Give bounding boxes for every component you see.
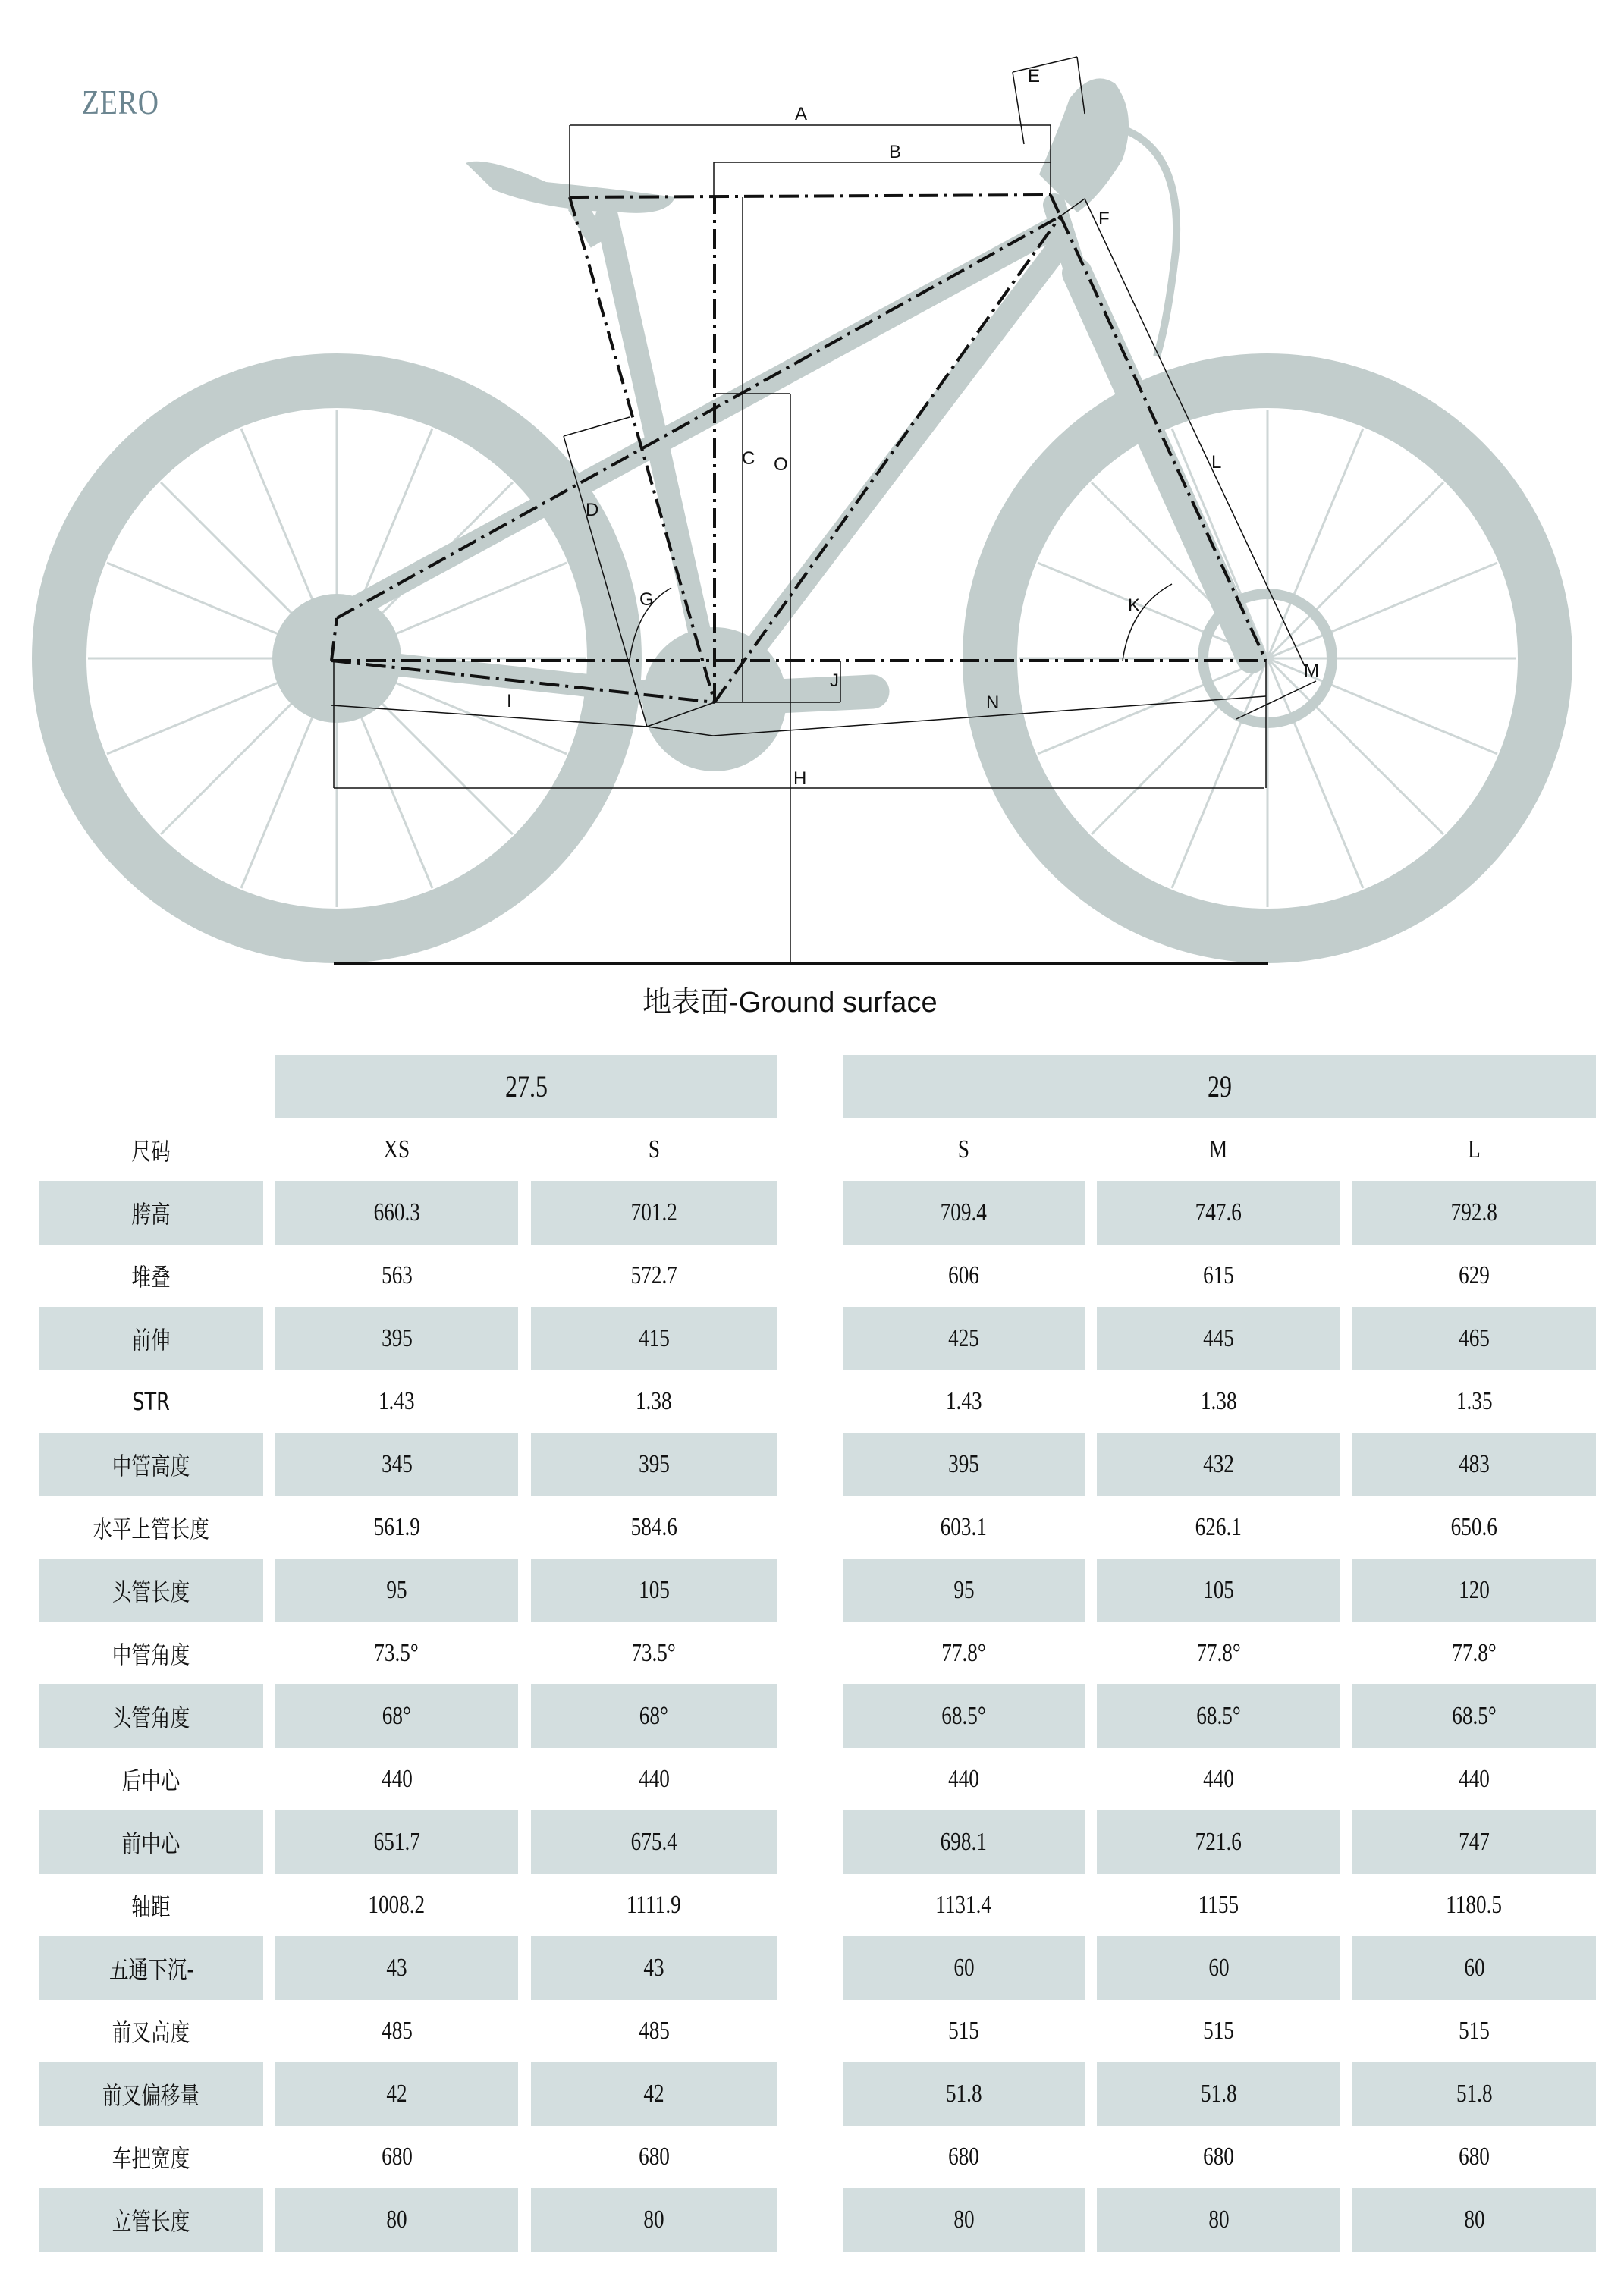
table-cell: 650.6 <box>1450 1512 1498 1541</box>
table-cell: 515 <box>1203 2016 1234 2045</box>
table-cell: 747 <box>1352 1810 1596 1874</box>
table-cell: 572.7 <box>630 1261 677 1289</box>
dim-label-e: E <box>1028 66 1041 86</box>
size-col-m: M <box>1209 1135 1228 1163</box>
dim-label-m: M <box>1304 661 1319 681</box>
table-cell: 660.3 <box>275 1181 518 1245</box>
dim-label-k: K <box>1128 595 1141 616</box>
table-cell: 77.8° <box>1196 1638 1241 1667</box>
table-cell: 603.1 <box>940 1512 988 1541</box>
dim-label-a: A <box>795 104 808 124</box>
dim-label-c: C <box>742 448 755 469</box>
row-label: 胯高 <box>39 1181 263 1245</box>
size-col-xs: XS <box>383 1135 410 1163</box>
table-cell: 1155 <box>1198 1890 1239 1919</box>
table-cell: 1180.5 <box>1446 1890 1503 1919</box>
table-cell: 1131.4 <box>935 1890 992 1919</box>
table-cell: 675.4 <box>531 1810 777 1874</box>
bike-geometry-diagram <box>0 0 1624 986</box>
row-label: 头管角度 <box>39 1684 263 1748</box>
table-cell: 95 <box>843 1559 1085 1622</box>
table-cell: 515 <box>948 2016 979 2045</box>
table-cell: 80 <box>531 2188 777 2252</box>
row-label: STR <box>132 1386 171 1416</box>
table-cell: 51.8 <box>1352 2062 1596 2126</box>
table-cell: 68.5° <box>1097 1684 1340 1748</box>
table-cell: 77.8° <box>941 1638 986 1667</box>
table-cell: 415 <box>531 1307 777 1370</box>
table-cell: 68° <box>275 1684 518 1748</box>
size-col-l: L <box>1468 1135 1481 1163</box>
row-label: 车把宽度 <box>112 2143 190 2173</box>
table-cell: 77.8° <box>1452 1638 1497 1667</box>
table-cell: 1.38 <box>1200 1386 1237 1415</box>
row-label: 前伸 <box>39 1307 263 1370</box>
table-cell: 43 <box>275 1936 518 2000</box>
size-header-label: 尺码 <box>131 1136 171 1166</box>
table-cell: 440 <box>638 1764 670 1793</box>
table-cell: 680 <box>638 2142 670 2171</box>
table-cell: 425 <box>843 1307 1085 1370</box>
table-cell: 440 <box>1459 1764 1490 1793</box>
size-col-s-27: S <box>648 1135 660 1163</box>
table-cell: 561.9 <box>373 1512 420 1541</box>
table-cell: 563 <box>381 1261 413 1289</box>
table-cell: 51.8 <box>843 2062 1085 2126</box>
size-col-s-29: S <box>957 1135 970 1163</box>
row-label: 前叉偏移量 <box>39 2062 263 2126</box>
row-label: 五通下沉- <box>39 1936 263 2000</box>
dim-label-o: O <box>774 454 788 475</box>
table-cell: 606 <box>948 1261 979 1289</box>
table-cell: 80 <box>275 2188 518 2252</box>
wheel-group-27-5: 27.5 <box>275 1055 777 1118</box>
table-cell: 701.2 <box>531 1181 777 1245</box>
table-cell: 80 <box>1097 2188 1340 2252</box>
wheel-group-29: 29 <box>843 1055 1596 1118</box>
dim-label-d: D <box>586 500 599 520</box>
table-cell: 395 <box>531 1433 777 1496</box>
row-label: 前中心 <box>39 1810 263 1874</box>
table-cell: 1.38 <box>636 1386 672 1415</box>
dim-label-l: L <box>1211 452 1222 473</box>
table-cell: 615 <box>1203 1261 1234 1289</box>
table-cell: 709.4 <box>843 1181 1085 1245</box>
table-cell: 680 <box>948 2142 979 2171</box>
table-cell: 395 <box>275 1307 518 1370</box>
dim-label-n: N <box>986 692 1000 713</box>
table-cell: 68.5° <box>1352 1684 1596 1748</box>
dim-label-f: F <box>1098 209 1110 229</box>
table-cell: 465 <box>1352 1307 1596 1370</box>
dim-label-g: G <box>639 589 654 610</box>
table-cell: 747.6 <box>1097 1181 1340 1245</box>
row-label: 中管高度 <box>39 1433 263 1496</box>
row-label: 后中心 <box>122 1766 181 1795</box>
row-label: 轴距 <box>131 1892 171 1921</box>
table-cell: 483 <box>1352 1433 1596 1496</box>
table-cell: 1.35 <box>1456 1386 1493 1415</box>
ground-surface-label: 地表面-Ground surface <box>642 987 938 1019</box>
table-cell: 515 <box>1459 2016 1490 2045</box>
stem-handlebar <box>1039 78 1129 212</box>
table-cell: 626.1 <box>1195 1512 1242 1541</box>
table-cell: 440 <box>948 1764 979 1793</box>
dim-label-h: H <box>793 768 807 789</box>
table-cell: 120 <box>1352 1559 1596 1622</box>
cassette <box>272 594 401 723</box>
table-cell: 445 <box>1097 1307 1340 1370</box>
table-cell: 1.43 <box>945 1386 982 1415</box>
table-cell: 73.5° <box>631 1638 677 1667</box>
table-cell: 680 <box>381 2142 413 2171</box>
table-cell: 60 <box>1352 1936 1596 2000</box>
row-label: 前叉高度 <box>112 2017 190 2047</box>
table-cell: 792.8 <box>1352 1181 1596 1245</box>
bike-silhouette <box>59 78 1545 936</box>
table-cell: 395 <box>843 1433 1085 1496</box>
table-cell: 485 <box>638 2016 670 2045</box>
table-cell: 43 <box>531 1936 777 2000</box>
table-cell: 584.6 <box>630 1512 677 1541</box>
table-cell: 680 <box>1203 2142 1234 2171</box>
table-cell: 68° <box>531 1684 777 1748</box>
table-cell: 42 <box>275 2062 518 2126</box>
table-cell: 1.43 <box>379 1386 415 1415</box>
table-cell: 345 <box>275 1433 518 1496</box>
table-cell: 1008.2 <box>368 1890 426 1919</box>
table-cell: 1111.9 <box>627 1890 681 1919</box>
dim-label-j: J <box>830 670 839 691</box>
table-cell: 105 <box>531 1559 777 1622</box>
dim-label-b: B <box>889 142 902 162</box>
table-cell: 60 <box>843 1936 1085 2000</box>
table-cell: 651.7 <box>275 1810 518 1874</box>
table-cell: 105 <box>1097 1559 1340 1622</box>
table-cell: 440 <box>1203 1764 1234 1793</box>
table-cell: 80 <box>1352 2188 1596 2252</box>
table-cell: 68.5° <box>843 1684 1085 1748</box>
row-label: 水平上管长度 <box>93 1514 210 1543</box>
table-cell: 432 <box>1097 1433 1340 1496</box>
table-cell: 680 <box>1459 2142 1490 2171</box>
table-cell: 698.1 <box>843 1810 1085 1874</box>
table-cell: 629 <box>1459 1261 1490 1289</box>
table-cell: 485 <box>381 2016 413 2045</box>
table-cell: 721.6 <box>1097 1810 1340 1874</box>
brake-cables <box>1123 129 1176 356</box>
table-cell: 51.8 <box>1097 2062 1340 2126</box>
table-cell: 73.5° <box>374 1638 419 1667</box>
table-cell: 80 <box>843 2188 1085 2252</box>
dim-label-i: I <box>507 691 512 711</box>
table-cell: 42 <box>531 2062 777 2126</box>
brand-title: ZERO <box>82 83 159 121</box>
row-label: 中管角度 <box>112 1640 190 1669</box>
row-label: 堆叠 <box>131 1262 171 1292</box>
table-cell: 95 <box>275 1559 518 1622</box>
row-label: 头管长度 <box>39 1559 263 1622</box>
table-cell: 440 <box>381 1764 413 1793</box>
row-label: 立管长度 <box>39 2188 263 2252</box>
table-cell: 60 <box>1097 1936 1340 2000</box>
